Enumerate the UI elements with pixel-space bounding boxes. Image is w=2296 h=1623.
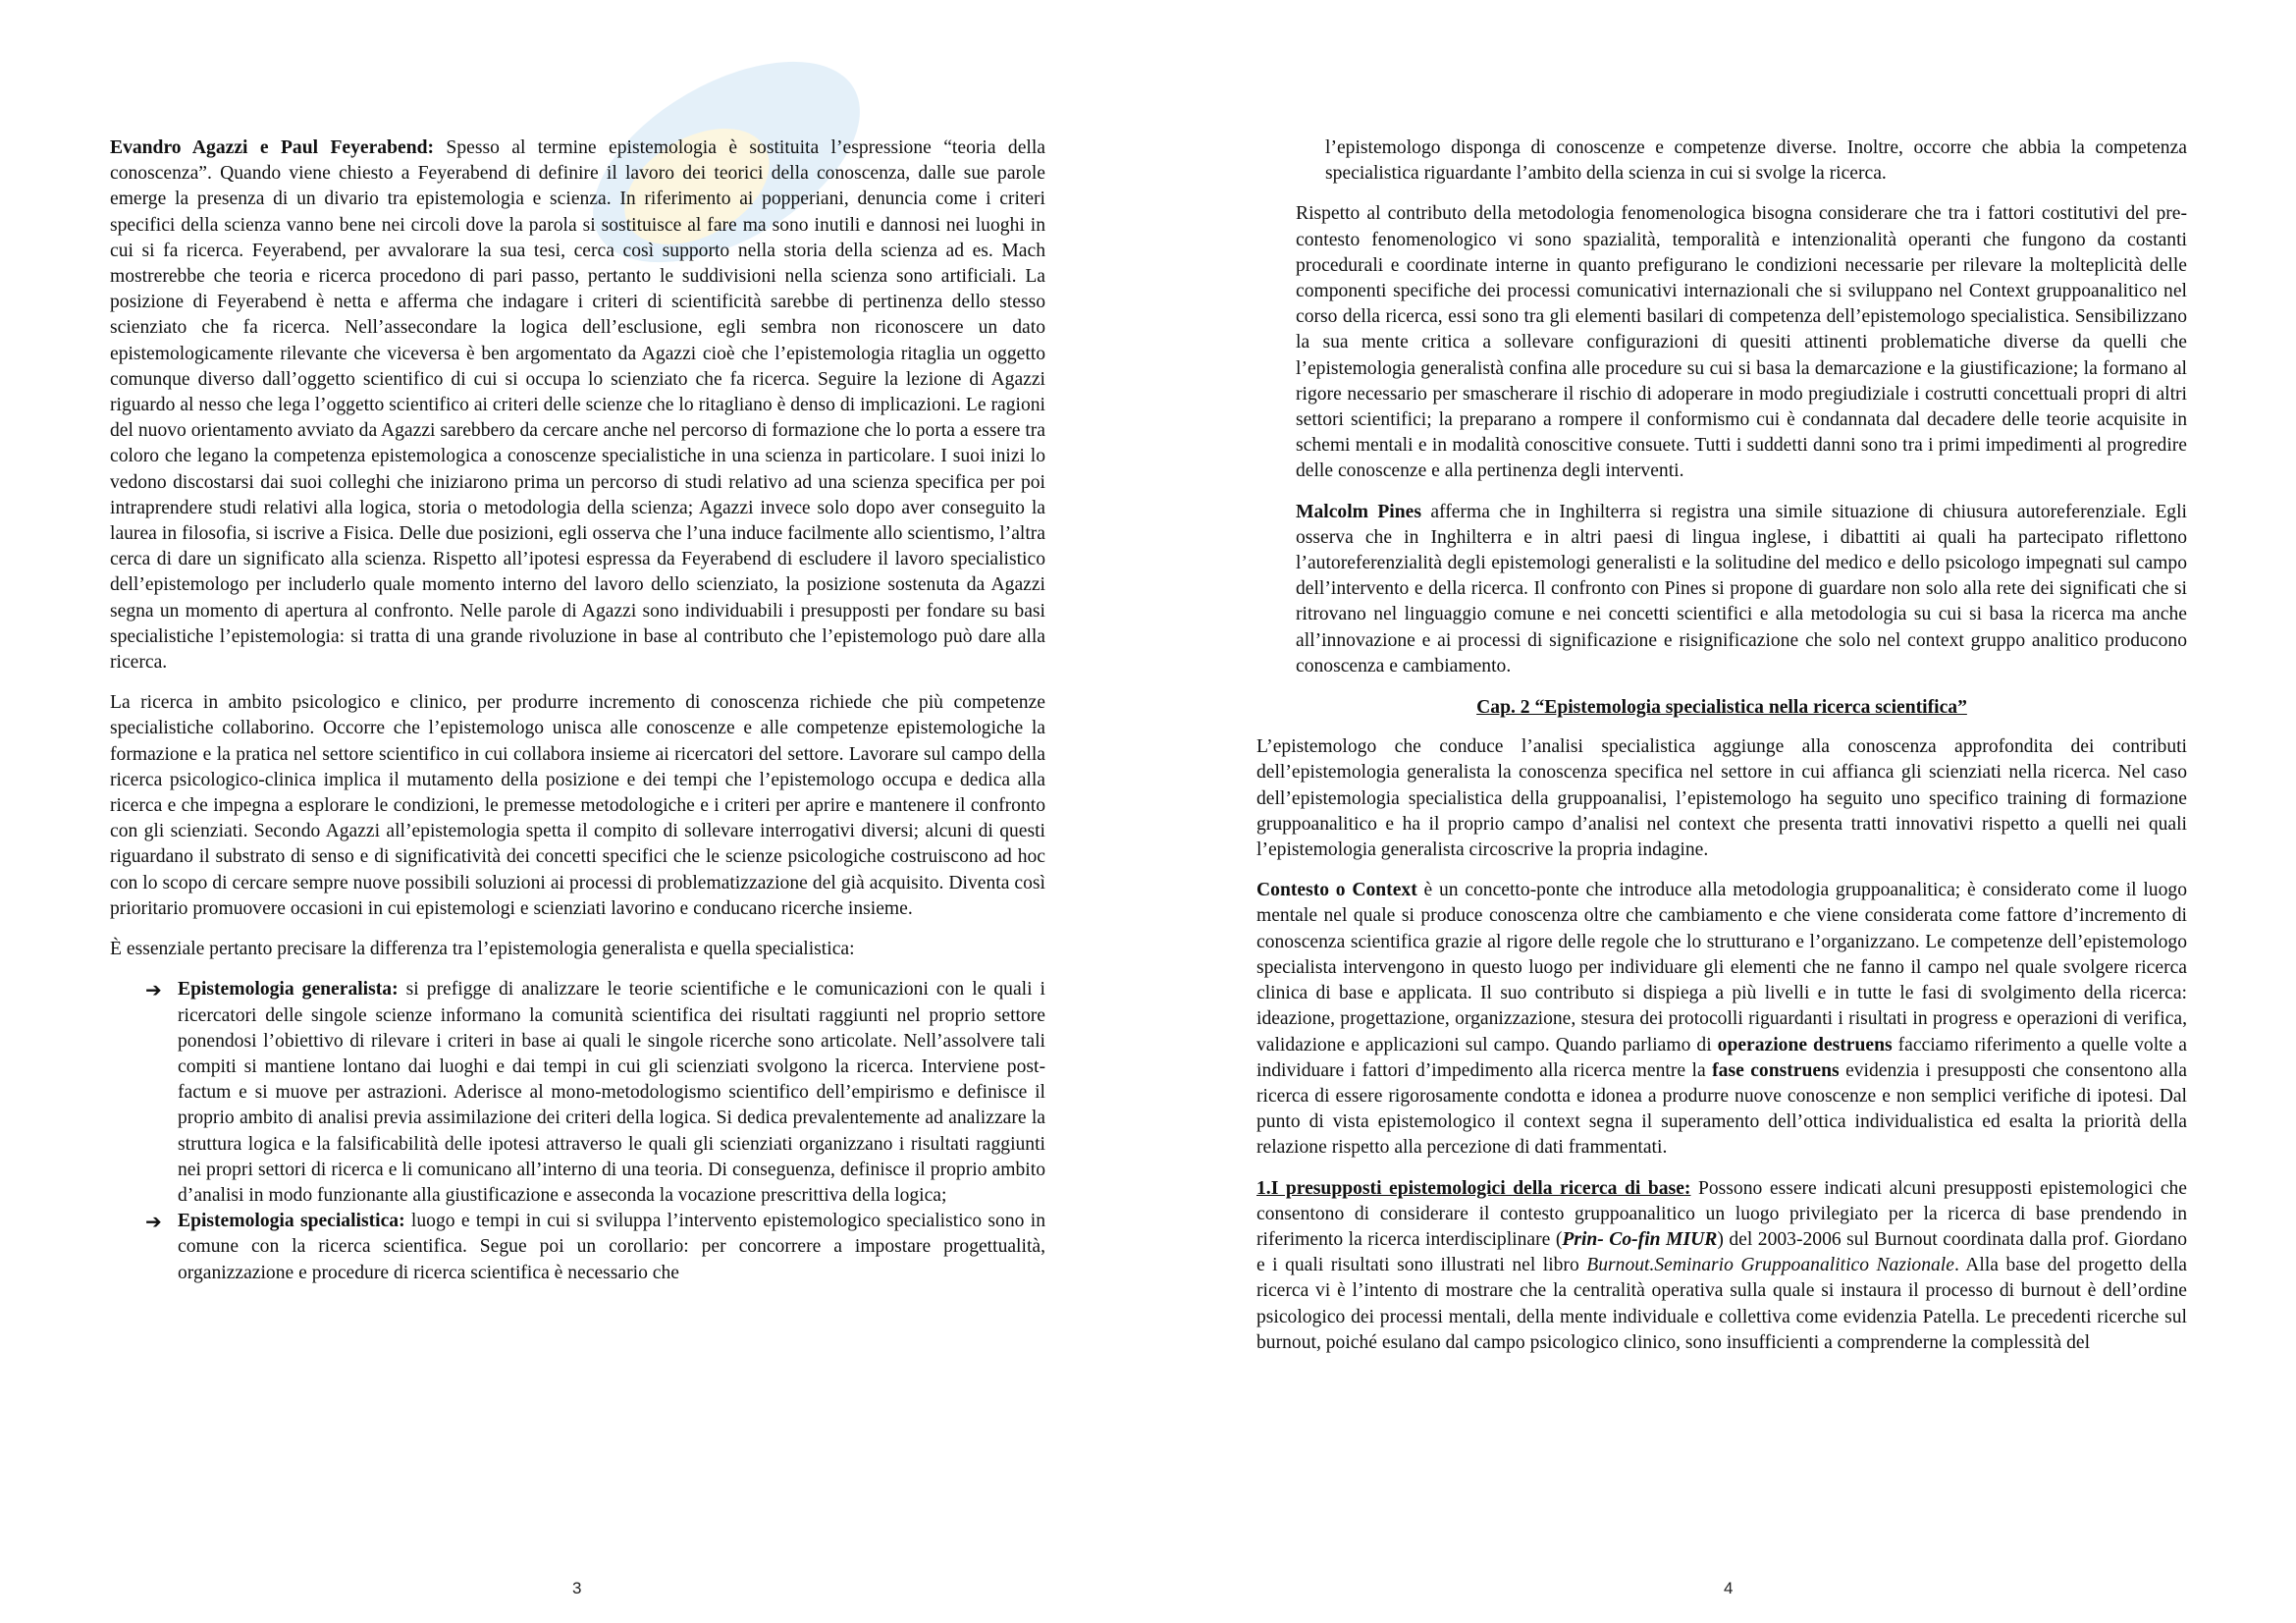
paragraph-continuation: l’epistemologo disponga di conoscenze e competenze diverse. Inoltre, occorre che abbia la competenza specialistica riguardante l’ambito della scienza in cui si svolge la ricerca. — [1325, 137, 2187, 185]
arrow-right-icon: ➔ — [145, 1210, 162, 1234]
book-title: Burnout.Seminario Gruppoanalitico Nazionale — [1586, 1255, 1954, 1276]
bullet-body: luogo e tempi in cui si sviluppa l’intervento epistemologico specialistico sono in comune con la ricerca scientifica. Segue poi un corollario: per concorrere a impostare progettualità, organizzazione e procedure di ricerca scientifica è necessario che — [178, 1211, 1045, 1283]
bullet-text — [178, 977, 1045, 1209]
section-heading: 1.I presupposti epistemologici della ricerca di base: — [1256, 1177, 1691, 1199]
chapter-heading: Cap. 2 “Epistemologia specialistica nella ricerca scientifica” — [1476, 697, 1967, 719]
term-prin: Prin- Co-fin MIUR — [1562, 1228, 1718, 1250]
paragraph-text: è un concetto-ponte che introduce alla metodologia gruppoanalitica; è considerato come il luogo mentale nel quale si produce conoscenza oltre che cambiamento e che viene considerata come fattore d’incremento di conoscenza scientifica grazie al rigore delle regole che lo strutturano e l’organizzano. Le competenze dell’epistemologo specialista intervengono in questo luogo per individuare gli elementi che ne fanno il campo nel quale svolgere ricerca clinica di base e applicata. Il suo contributo si dispiega a più livelli e in tutte le fasi di svolgimento della ricerca: ideazione, progettazione, organizzazione, stesura dei protocolli riguardanti i risultati in progress e operazioni di verifica, validazione e applicazioni sul campo. Quando parliamo di — [1256, 880, 2187, 1055]
paragraph-text: evidenzia i presupposti che consentono alla ricerca di essere rigorosamente condotta e idonea a produrre nuove conoscenze e non semplici verifiche di ipotesi. Dal punto di vista epistemologico il context segna il superamento dell’ottica individualistica ed esalta la priorità della relazione rispetto alla percezione di dati frammentati. — [1256, 1059, 2187, 1159]
arrow-right-icon: ➔ — [145, 978, 162, 1002]
page-4 — [1148, 0, 2296, 1623]
list-item-specialistica — [110, 1209, 1045, 1286]
paragraph-text: . Alla base del progetto della ricerca vi è l’intento di mostrare che la centralità operativa sulla quale si instaura il processo di burnout è dell’ordine psicologico dei processi mentali, della mente individuale e collettiva come evidenzia Patella. Le precedenti ricerche sul burnout, poiché esulano dal campo psicologico clinico, sono insufficienti a comprenderne la complessità del — [1256, 1255, 2187, 1353]
paragraph-text: Spesso al termine epistemologia è sostituita l’espressione “teoria della conoscenza”. Quando viene chiesto a Feyerabend di definire il lavoro dei teorici della conoscenza, dalle sue parole emerge la presenza di un divario tra epistemologia e scienza. In riferimento ai popperiani, denuncia come i criteri specifici della scienza vanno bene nei circoli dove la parola si sostituisce al fare ma sono inutili e dannosi nei luoghi in cui si fa ricerca. Feyerabend, per avvalorare la sua tesi, cerca così supporto nella storia della scienza ad es. Mach mostrerebbe che teoria e ricerca procedono di pari passo, pertanto le suddivisioni nella scienza sono artificiali. La posizione di Feyerabend è netta e afferma che indagare i criteri di scientificità sarebbe di pertinenza dello stesso scienziato che fa ricerca. Nell’assecondare la logica dell’esclusione, egli sembra non riconoscere un dato epistemologicamente rilevante che viceversa è ben argomentato da Agazzi cioè che l’epistemologia ritaglia un oggetto comunque diverso dall’oggetto scientifico di cui si occupa lo scienziato che fa ricerca. Seguire la lezione di Agazzi riguardo al nesso che lega l’oggetto scientifico ai criteri delle scienze che lo ritagliano è denso di implicazioni. Le ragioni del nuovo orientamento avviato da Agazzi sarebbero da cercare anche nel percorso di formazione che lo porta a essere tra coloro che legano la competenza epistemologica a conoscenze specialistiche in una scienza in particolare. I suoi inizi lo vedono discostarsi dai suoi colleghi che iniziarono prima un percorso di studi relativo ad una scienza specifica per poi intraprendere studi relativi alla logica, storia o metodologia della scienza; Agazzi invece solo dopo aver conseguito la laurea in filosofia, si iscrive a Fisica. Delle due posizioni, egli osserva che l’una induce facilmente allo scientismo, l’altra cerca di dare un significato alla scienza. Rispetto all’ipotesi espressa da Feyerabend di escludere il lavoro specialistico dell’epistemologo per includerlo quale momento interno del lavoro dello scienziato, la posizione sostenuta da Agazzi segna un momento di apertura al confronto. Nelle parole di Agazzi sono individuabili i presupposti per fondare su basi specialistiche l’epistemologia: si tratta di una grande rivoluzione in base al contributo che l’epistemologo può dare alla ricerca. — [110, 137, 1045, 674]
bullet-body: si prefigge di analizzare le teorie scientifiche e le comunicazioni con le quali i ricercatori delle singole scienze informano la comunità scientifica dei risultati raggiunti nel proprio settore ponendosi l’obiettivo di rilevare i criteri in base ai quali le singole ricerche sono articolate. Nell’assolvere tali compiti si mantiene lontano dai luoghi e dai tempi in cui gli scienziati svolgono la ricerca. Interviene post-factum e si muove per astrazioni. Aderisce al mono-metodologismo scientifico dell’empirismo e definisce il proprio ambito di analisi previa assimilazione dei criteri della logica. Si dedica prevalentemente ad analizzare la struttura logica e la falsificabilità delle ipotesi attraverso le quali gli scienziati organizzano i risultati raggiunti nei propri settori di ricerca e li comunicano all’interno di una teoria. Di conseguenza, definisce il proprio ambito d’analisi in modo funzionante alla giustificazione e asseconda la vocazione prescrittiva della logica; — [178, 979, 1045, 1206]
list-item-generalista — [110, 977, 1045, 1209]
paragraph-context — [1256, 878, 2187, 1161]
paragraph-text: afferma che in Inghilterra si registra una simile situazione di chiusura autoreferenziale. Egli osserva che in Inghilterra e in altri paesi di lingua inglese, i dibattiti ai quali ha partecipato riflettono l’autoreferenzialità degli epistemologi generalisti e la solitudine del medico e dello psicologo impegnati sul campo dell’intervento e della ricerca. Il confronto con Pines si propone di guardare non solo alla rete dei significati che si ritrovano nel linguaggio comune e nei concetti scientifici e alla metodologia su cui si basa la ricerca ma anche all’innovazione e ai processi di significazione e risignificazione che solo nel context gruppo analitico producono conoscenza e cambiamento. — [1296, 501, 2187, 676]
bullet-list — [110, 977, 1045, 1285]
paragraph-text: Possono essere indicati alcuni presupposti epistemologici che consentono di considerare il contesto gruppoanalitico un luogo privilegiato per la ricerca di base prendendo in riferimento la ricerca interdisciplinare ( — [1256, 1177, 2188, 1250]
paragraph-presupposti — [1256, 1176, 2187, 1356]
page-4-column — [1256, 135, 2187, 1371]
bullet-lead: Epistemologia generalista: — [178, 979, 399, 1001]
paragraph-pines — [1296, 500, 2187, 679]
paragraph-agazzi-feyerabend — [110, 135, 1045, 676]
bullet-text — [178, 1209, 1045, 1286]
page-3-column — [110, 135, 1045, 1286]
term-construens: fase construens — [1712, 1059, 1840, 1081]
bullet-lead: Epistemologia specialistica: — [178, 1211, 405, 1232]
term-destruens: operazione destruens — [1717, 1034, 1893, 1055]
paragraph-text: facciamo riferimento a quelle volte a individuare i fattori d’impedimento alla ricerca mentre la — [1256, 1034, 2187, 1081]
paragraph-lead: Malcolm Pines — [1296, 501, 1421, 522]
paragraph-ricerca-psicologica: La ricerca in ambito psicologico e clinico, per produrre incremento di conoscenza richiede che più competenze specialistiche collaborino. Occorre che l’epistemologo unisca alle conoscenze e alle competenze epistemologiche la formazione e la pratica nel settore scientifico in cui collabora insieme ai ricercatori del settore. Lavorare sul campo della ricerca psicologico-clinica implica il mutamento della posizione e dei tempi che l’epistemologo occupa e dedica alla ricerca e che impegna a esplorare le condizioni, le premesse metodologiche e i criteri per aprire e mantenere il confronto con gli scienziati. Secondo Agazzi all’epistemologia spetta il compito di sollevare interrogativi diversi; alcuni di questi riguardano il substrato di senso e di significatività dei concetti specifici che le scienze psicologiche costruiscono ad hoc con lo scopo di cercare sempre nuove possibili soluzioni ai processi di problematizzazione del già acquisito. Diventa così prioritario promuovere occasioni in cui epistemologi e scienziati lavorino e conducano ricerche insieme. — [110, 692, 1045, 919]
paragraph-lead: Evandro Agazzi e Paul Feyerabend: — [110, 137, 435, 158]
page-number: 3 — [572, 1579, 582, 1597]
paragraph-lead: Contesto o Context — [1256, 880, 1417, 901]
paragraph-fenomenologia: Rispetto al contributo della metodologia fenomenologica bisogna considerare che tra i fattori costitutivi del pre-contesto fenomenologico vi sono spazialità, temporalità e intenzionalità operanti che fungono da costanti procedurali e coordinate interne in quanto prefigurano le condizioni necessarie per rilevare la molteplicità delle componenti specifiche dei processi comunicativi internazionali che si sviluppano nel Context gruppoanalitico nel corso della ricerca, essi sono tra gli elementi basilari di competenza dell’epistemologo specialistica. Sensibilizzano la sua mente critica a sollevare configurazioni di quesiti attinenti problematiche diverse da quelli che l’epistemologia generalistà confina alle procedure su cui si basa la demarcazione e la giustificazione; la formano al rigore necessario per smascherare il rischio di adoperare in modo pregiudiziale i costrutti concettuali propri di altri settori scientifici; la preparano a rompere il conformismo cui è condannata dal decadere delle teorie acquisite in schemi mentali e in modalità conoscitive consuete. Tutti i suddetti danni sono tra i primi impedimenti al progredire delle conoscenze e alla pertinenza degli interventi. — [1296, 203, 2187, 482]
paragraph-epistemologo: L’epistemologo che conduce l’analisi specialistica aggiunge alla conoscenza approfondita dei contributi dell’epistemologia generalista la conoscenza specifica nel settore in cui affianca gli scienziati nella ricerca. Nel caso dell’epistemologia specialistica della gruppoanalisi, l’epistemologo ha seguito uno specifico training di formazione gruppoanalitico e ha il proprio campo d’analisi nel context che presenta tratti innovativi rispetto a quelli nei quali l’epistemologia generalista circoscrive la propria indagine. — [1256, 736, 2187, 861]
paragraph-text: ) del 2003-2006 sul Burnout coordinata dalla prof. Giordano e i quali risultati sono illustrati nel libro — [1256, 1228, 2188, 1276]
page-number: 4 — [1724, 1579, 1734, 1597]
paragraph-differenza: È essenziale pertanto precisare la differenza tra l’epistemologia generalista e quella specialistica: — [110, 939, 855, 960]
